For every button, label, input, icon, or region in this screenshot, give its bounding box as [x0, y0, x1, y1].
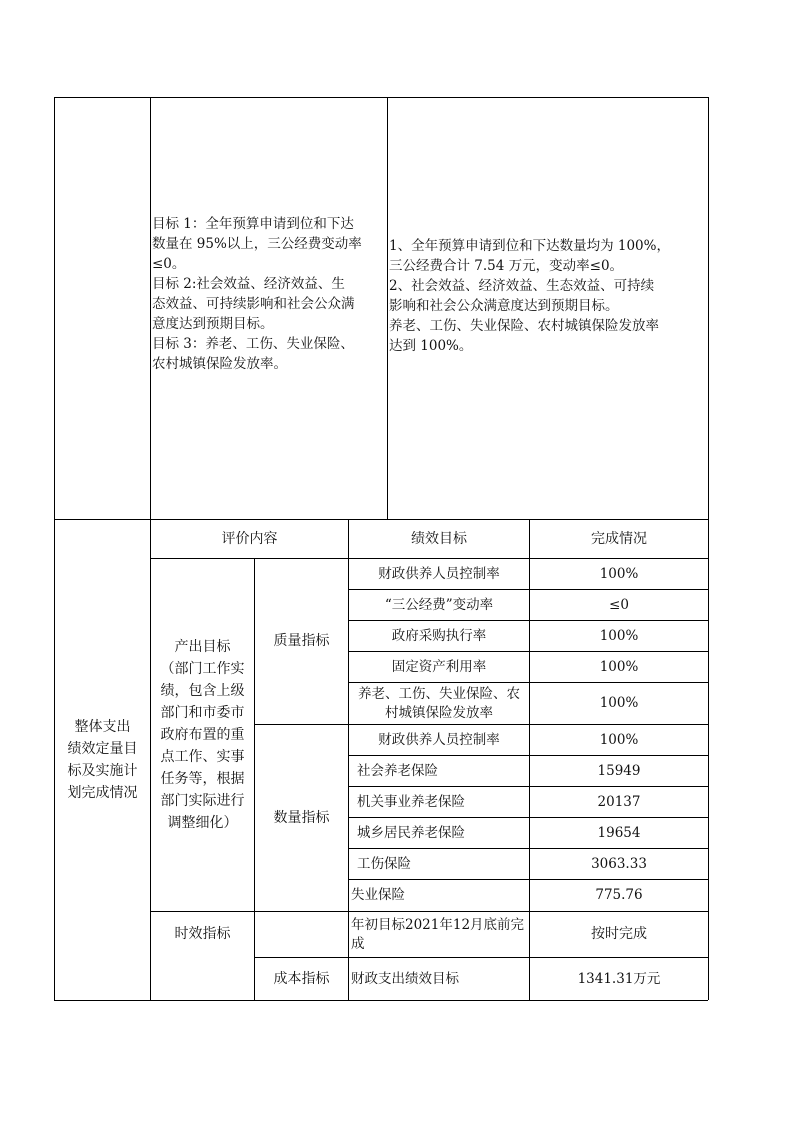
- header-target: 绩效目标: [411, 530, 467, 547]
- row-status: 3063.33: [591, 855, 647, 872]
- output-label-line: （部门工作实: [160, 661, 245, 677]
- row-status: 100%: [599, 695, 639, 711]
- row-status: 100%: [599, 565, 639, 582]
- row-target: 城乡居民养老保险: [357, 824, 465, 841]
- goal-line: 农村城镇保险发放率。: [152, 356, 287, 372]
- side-label-line: 标及实施计: [67, 763, 138, 779]
- row-status: 按时完成: [591, 926, 647, 942]
- row-target: 政府采购执行率: [391, 627, 487, 644]
- side-label-line: 整体支出: [74, 719, 131, 735]
- results-text: [389, 236, 707, 356]
- header-content: 评价内容: [221, 530, 278, 547]
- result-line: 2、社会效益、经济效益、生态效益、可持续: [389, 278, 655, 294]
- row-status: 15949: [597, 762, 641, 779]
- output-label-line: 部门和市委市: [160, 705, 245, 721]
- goal-line: 目标 1：全年预算申请到位和下达: [152, 216, 354, 232]
- overall-performance-label: [55, 520, 150, 1000]
- row-status: 100%: [599, 627, 639, 644]
- row-target: 财政支出绩效目标: [351, 970, 459, 987]
- goals-text: [152, 214, 386, 374]
- goal-line: ≤0。: [152, 256, 186, 272]
- result-line: 达到 100%。: [389, 338, 473, 354]
- row-target: 财政供养人员控制率: [378, 731, 500, 748]
- row-target: 社会养老保险: [357, 762, 438, 779]
- output-label-line: 点工作、实事: [160, 749, 245, 765]
- cost-indicator-label: 成本指标: [273, 970, 330, 987]
- goal-line: 态效益、可持续影响和社会公众满: [152, 296, 355, 312]
- output-label-line: 调整细化）: [167, 815, 238, 831]
- row-target: 年初目标2021年12月底前完成: [351, 916, 525, 952]
- side-label-line: 绩效定量目: [67, 741, 138, 757]
- result-line: 养老、工伤、失业保险、农村城镇保险发放率: [389, 318, 659, 334]
- output-label-line: 部门实际进行: [160, 793, 245, 809]
- quantity-indicator-label: 数量指标: [273, 809, 330, 826]
- row-target: 固定资产利用率: [391, 658, 487, 675]
- goal-line: 意度达到预期目标。: [152, 316, 274, 332]
- result-line: 1、全年预算申请到位和下达数量均为 100%，: [389, 238, 670, 254]
- side-label-line: 划完成情况: [67, 785, 138, 801]
- row-status: 19654: [597, 824, 641, 841]
- row-status: 775.76: [595, 887, 643, 903]
- output-label-line: 任务等，根据: [160, 771, 245, 787]
- row-target: 工伤保险: [357, 855, 411, 872]
- output-target-label: [151, 559, 254, 911]
- output-label-line: 产出目标: [174, 639, 231, 655]
- output-label-line: 政府布置的重: [160, 727, 245, 743]
- result-line: 影响和社会公众满意度达到预期目标。: [389, 298, 619, 314]
- goal-line: 目标 3：养老、工伤、失业保险、: [152, 336, 354, 352]
- header-status: 完成情况: [591, 530, 647, 547]
- row-target: 机关事业养老保险: [357, 793, 465, 810]
- output-label-line: 绩，包含上级: [160, 683, 245, 699]
- goal-line: 数量在 95%以上，三公经费变动率: [152, 236, 362, 252]
- row-status: 100%: [599, 658, 639, 675]
- row-status: 100%: [599, 731, 639, 748]
- timeliness-indicator-label: 时效指标: [174, 926, 231, 942]
- row-target: “三公经费”变动率: [384, 596, 494, 613]
- row-status: ≤0: [609, 596, 629, 613]
- goal-line: 目标 2:社会效益、经济效益、生: [152, 276, 345, 292]
- row-status: 1341.31万元: [577, 970, 661, 987]
- row-target: 失业保险: [351, 887, 405, 903]
- result-line: 三公经费合计 7.54 万元，变动率≤0。: [389, 258, 624, 274]
- quality-indicator-label: 质量指标: [273, 633, 330, 649]
- row-status: 20137: [597, 793, 641, 810]
- row-target: 财政供养人员控制率: [378, 565, 500, 582]
- row-target: 养老、工伤、失业保险、农村城镇保险发放率: [358, 685, 520, 721]
- timeliness-indicator-label-col: [255, 912, 348, 957]
